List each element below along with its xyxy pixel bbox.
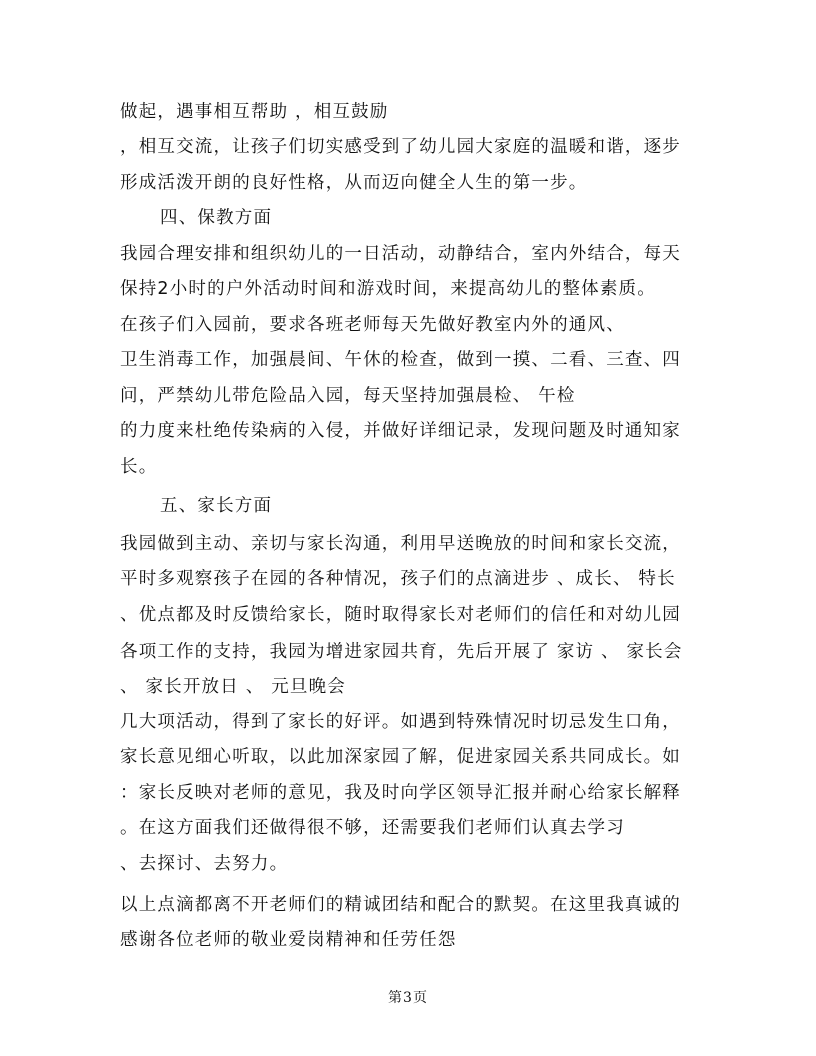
text-line: 长。	[120, 457, 158, 477]
section-heading: 五、家长方面	[160, 496, 273, 516]
text-line: 、 家长开放日 、 元旦晚会	[120, 677, 346, 697]
text-line: 我园做到主动、亲切与家长沟通，利用早送晚放的时间和家长交流，	[120, 534, 681, 554]
text-line: 的力度来杜绝传染病的入侵，并做好详细记录，发现问题及时通知家	[120, 421, 681, 441]
text-line: 以上点滴都离不开老师们的精诚团结和配合的默契。在这里我真诚的	[120, 895, 681, 915]
text-line: 我园合理安排和组织幼儿的一日活动，动静结合，室内外结合，每天	[120, 244, 681, 264]
text-line: 、去探讨、去努力。	[120, 854, 289, 874]
section-heading: 四、保教方面	[160, 208, 273, 228]
text-line: ：家长反映对老师的意见，我及时向学区领导汇报并耐心给家长解释	[120, 783, 681, 803]
text-line: 形成活泼开朗的良好性格，从而迈向健全人生的第一步。	[120, 173, 588, 193]
text-line: 卫生消毒工作，加强晨间、午休的检查，做到一摸、二看、三查、四	[120, 350, 681, 370]
text-line: ，相互交流，让孩子们切实感受到了幼儿园大家庭的温暖和谐，逐步	[120, 137, 681, 157]
text-line: 家长意见细心听取，以此加深家园了解，促进家园关系共同成长。如	[120, 747, 681, 767]
text-line: 在孩子们入园前，要求各班老师每天先做好教室内外的通风、	[120, 315, 625, 335]
text-line: 、优点都及时反馈给家长，随时取得家长对老师们的信任和对幼儿园	[120, 605, 681, 625]
text-line: 平时多观察孩子在园的各种情况，孩子们的点滴进步 、成长、 特长	[120, 569, 676, 589]
page-number: 第3页	[388, 990, 428, 1006]
text-line: 几大项活动，得到了家长的好评。如遇到特殊情况时切忌发生口角，	[120, 712, 681, 732]
text-line: 问，严禁幼儿带危险品入园，每天坚持加强晨检、 午检	[120, 386, 576, 406]
text-line: 各项工作的支持，我园为增进家园共育，先后开展了 家访 、 家长会	[120, 642, 683, 662]
text-line: 做起，遇事相互帮助 ，相互鼓励	[120, 102, 389, 122]
text-line: 。在这方面我们还做得很不够，还需要我们老师们认真去学习	[120, 818, 625, 838]
text-line: 感谢各位老师的敬业爱岗精神和任劳任怨	[120, 930, 457, 950]
text-line: 保持2小时的户外活动时间和游戏时间，来提高幼儿的整体素质。	[120, 279, 656, 299]
